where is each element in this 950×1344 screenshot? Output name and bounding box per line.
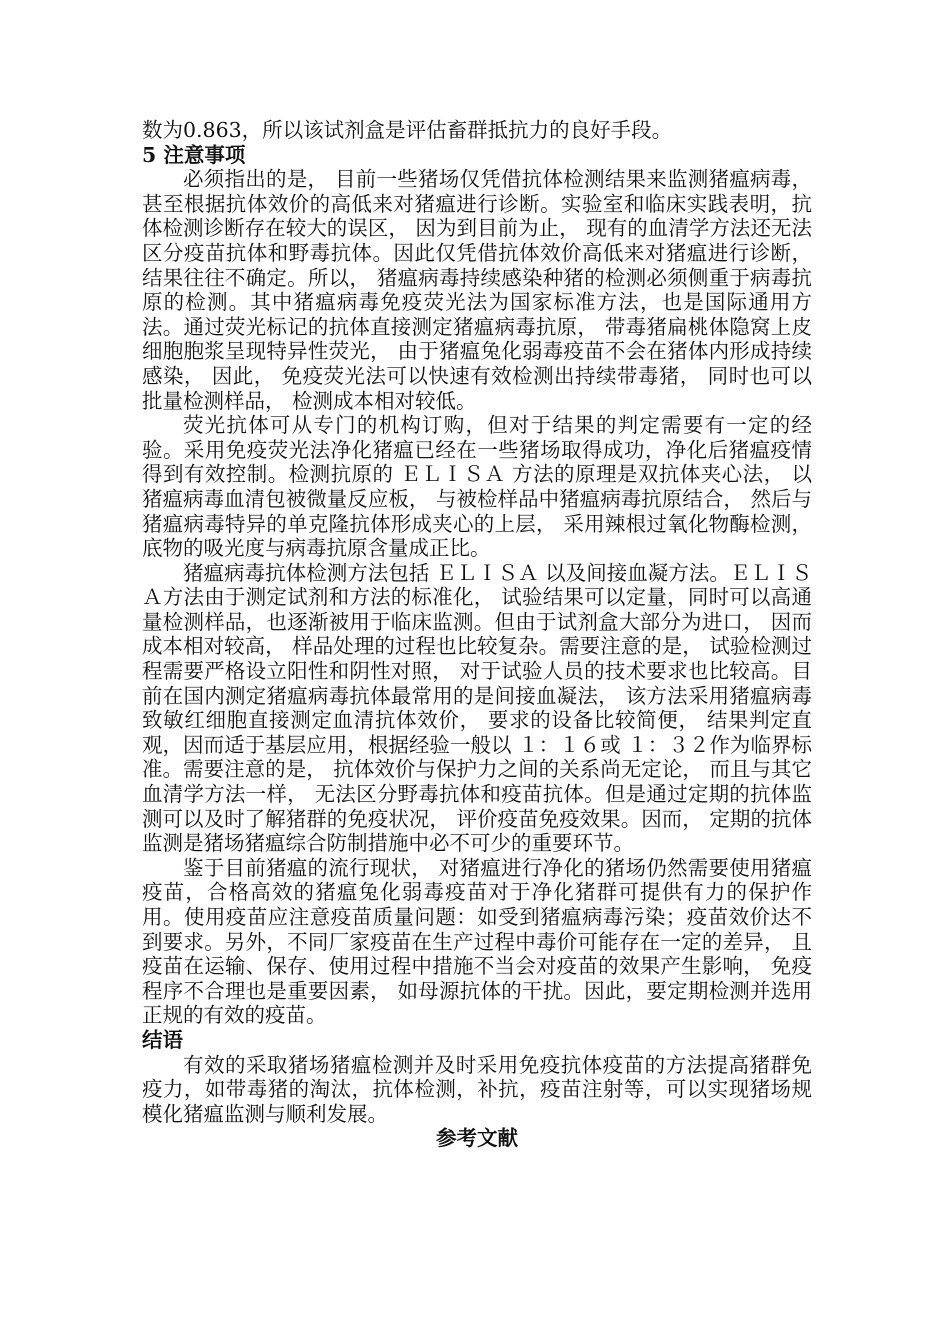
references-heading: 参考文献 <box>436 1126 518 1151</box>
paragraph-2: 荧光抗体可从专门的机构订购，但对于结果的判定需要有一定的经验。采用免疫荧光法净化猪瘟已经在一些猪场取得成功，净化后猪瘟疫情得到有效控制。检测抗原的 ＥＬＩＳＡ 方法的原理是双抗体夹心法， 以猪瘟病毒血清包被微量反应板， 与被检样品中猪瘟病毒抗原结合， 然后与猪瘟病毒特异的单克隆抗体形成夹心的上层， 采用辣根过氧化物酶检测，底物的吸光度与病毒抗原含量成正比。 <box>142 413 812 561</box>
conclusion-heading: 结语 <box>142 1027 183 1052</box>
paragraph-1: 必须指出的是， 目前一些猪场仅凭借抗体检测结果来监测猪瘟病毒，甚至根据抗体效价的高低来对猪瘟进行诊断。实验室和临床实践表明，抗体检测诊断存在较大的误区， 因为到目前为止， 现有的血清学方法还无法区分疫苗抗体和野毒抗体。因此仅凭借抗体效价高低来对猪瘟进行诊断， 结果往往不确定。所以， 猪瘟病毒持续感染种猪的检测必须侧重于病毒抗原的检测。其中猪瘟病毒免疫荧光法为国家标准方法，也是国际通用方法。通过荧光标记的抗体直接测定猪瘟病毒抗原， 带毒猪扁桃体隐窝上皮细胞胞浆呈现特异性荧光， 由于猪瘟兔化弱毒疫苗不会在猪体内形成持续感染， 因此， 免疫荧光法可以快速有效检测出持续带毒猪， 同时也可以批量检测样品， 检测成本相对较低。 <box>142 167 812 413</box>
paragraph-4: 鉴于目前猪瘟的流行现状， 对猪瘟进行净化的猪场仍然需要使用猪瘟疫苗，合格高效的猪瘟兔化弱毒疫苗对于净化猪群可提供有力的保护作用。使用疫苗应注意疫苗质量问题：如受到猪瘟病毒污染；疫苗效价达不到要求。另外，不同厂家疫苗在生产过程中毒价可能存在一定的差异， 且疫苗在运输、保存、使用过程中措施不当会对疫苗的效果产生影响， 免疫程序不合理也是重要因素， 如母源抗体的干扰。因此，要定期检测并选用正规的有效的疫苗。 <box>142 855 812 1028</box>
conclusion-paragraph: 有效的采取猪场猪瘟检测并及时采用免疫抗体疫苗的方法提高猪群免疫力，如带毒猪的淘汰，抗体检测，补抗，疫苗注射等，可以实现猪场规模化猪瘟监测与顺利发展。 <box>142 1052 812 1126</box>
intro-line: 数为0.863，所以该试剂盒是评估畜群抵抗力的良好手段。 <box>142 118 673 142</box>
section-5-heading: 5 注意事项 <box>142 142 246 167</box>
paragraph-3: 猪瘟病毒抗体检测方法包括 ＥＬＩＳＡ 以及间接血凝方法。ＥＬＩＳＡ方法由于测定试剂和方法的标准化， 试验结果可以定量，同时可以高通量检测样品，也逐渐被用于临床监测。但由于试剂盒大部分为进口， 因而成本相对较高， 样品处理的过程也比较复杂。需要注意的是， 试验检测过程需要严格设立阳性和阴性对照， 对于试验人员的技术要求也比较高。目前在国内测定猪瘟病毒抗体最常用的是间接血凝法， 该方法采用猪瘟病毒致敏红细胞直接测定血清抗体效价， 要求的设备比较简便， 结果判定直观，因而适于基层应用，根据经验一般以 １：１６或 １：３２作为临界标准。需要注意的是， 抗体效价与保护力之间的关系尚无定论， 而且与其它血清学方法一样， 无法区分野毒抗体和疫苗抗体。但是通过定期的抗体监测可以及时了解猪群的免疫状况， 评价疫苗免疫效果。因而， 定期的抗体监测是猪场猪瘟综合防制措施中必不可少的重要环节。 <box>142 560 812 856</box>
document-page <box>142 118 812 1151</box>
